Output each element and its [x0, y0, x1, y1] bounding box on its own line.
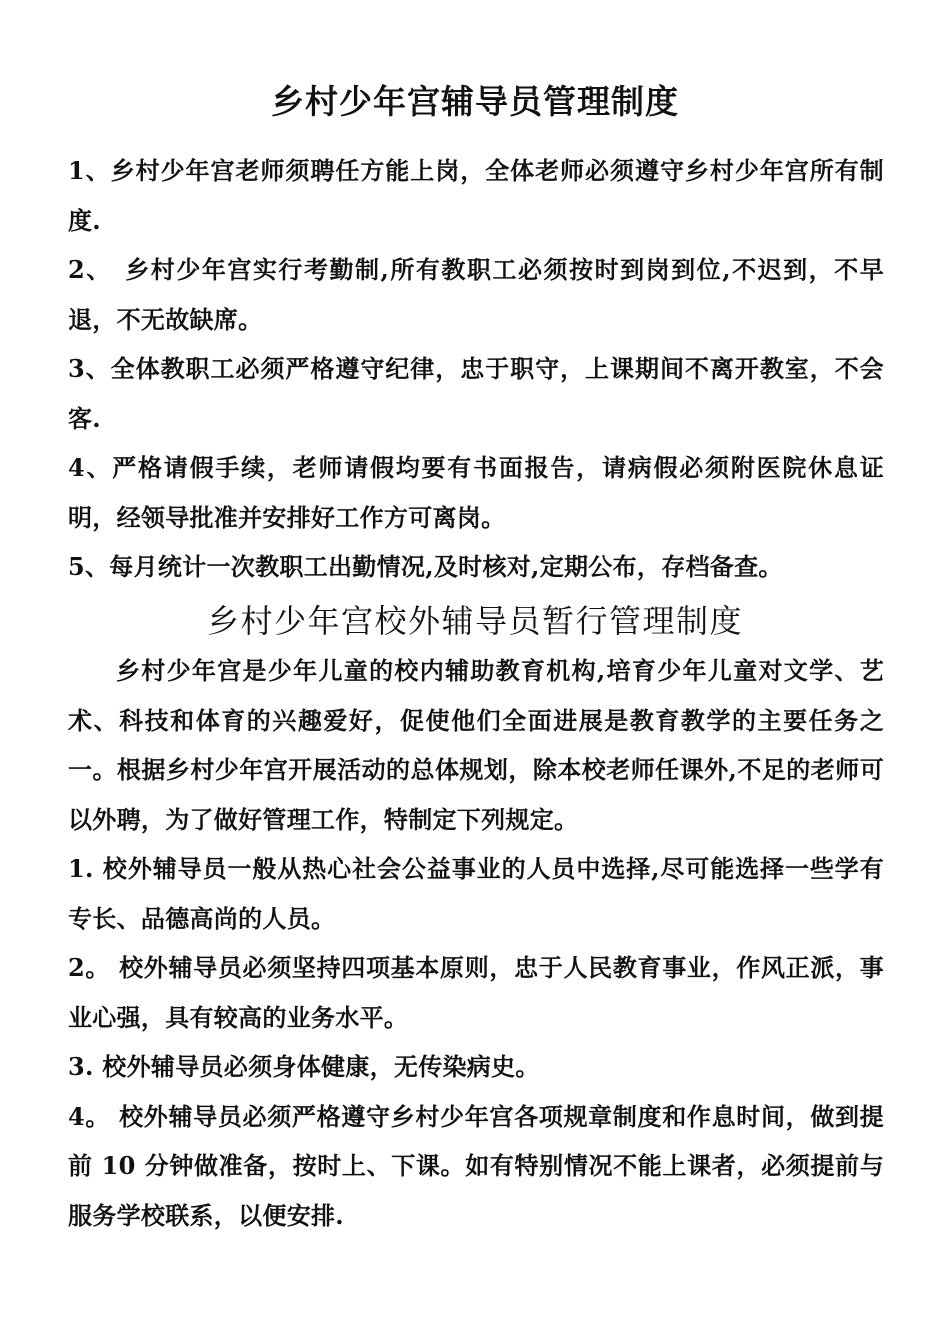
external-rule-item-4: 4。 校外辅导员必须严格遵守乡村少年宫各项规章制度和作息时间，做到提前 10 分钟做准备，按时上、下课。如有特别情况不能上课者，必须提前与服务学校联系，以便安排.	[68, 1101, 884, 1230]
external-rule-item-1: 1. 校外辅导员一般从热心社会公益事业的人员中选择,尽可能选择一些学有专长、品德高尚的人员。	[68, 854, 884, 933]
rule-item-1: 1、乡村少年宫老师须聘任方能上岗，全体老师必须遵守乡村少年宫所有制度.	[68, 156, 884, 235]
rule-item-5: 5、每月统计一次教职工出勤情况,及时核对,定期公布，存档备查。	[68, 552, 783, 581]
rule-item-2: 2、 乡村少年宫实行考勤制,所有教职工必须按时到岗到位,不迟到，不早退，不无故缺席。	[68, 255, 884, 334]
external-rule-item-2: 2。 校外辅导员必须坚持四项基本原则，忠于人民教育事业，作风正派，事业心强，具有较高的业务水平。	[68, 953, 884, 1032]
rule-item-3: 3、全体教职工必须严格遵守纪律，忠于职守，上课期间不离开教室，不会客.	[68, 354, 884, 433]
intro-paragraph: 乡村少年宫是少年儿童的校内辅助教育机构,培育少年儿童对文学、艺术、科技和体育的兴趣爱好，促使他们全面进展是教育教学的主要任务之一。根据乡村少年宫开展活动的总体规划，除本校老师任课外,不足的老师可以外聘，为了做好管理工作，特制定下列规定。	[68, 656, 884, 834]
document-title: 乡村少年宫辅导员管理制度	[271, 82, 679, 121]
rule-item-4: 4、严格请假手续，老师请假均要有书面报告，请病假必须附医院休息证明，经领导批准并安排好工作方可离岗。	[68, 453, 884, 532]
external-rules	[68, 646, 884, 1240]
external-rule-item-3: 3. 校外辅导员必须身体健康，无传染病史。	[68, 1052, 540, 1081]
rules-list	[68, 146, 884, 592]
section-title-external-counselors: 乡村少年宫校外辅导员暂行管理制度	[206, 602, 743, 640]
